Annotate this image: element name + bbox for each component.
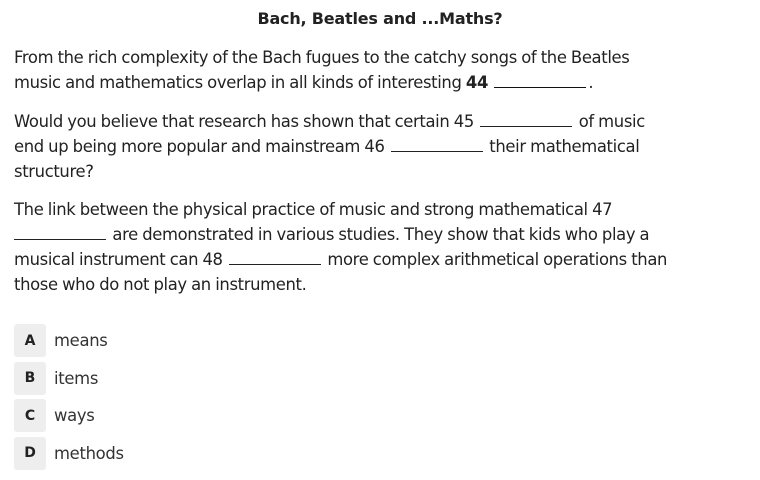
option-b-text: items — [54, 368, 99, 388]
option-b-letter: B — [14, 362, 46, 395]
option-b[interactable] — [14, 362, 144, 395]
p2-line-2-end: their mathematical — [489, 137, 640, 156]
p2-line-2-text: end up being more popular and mainstream 46 — [14, 137, 385, 156]
p3-line-2 — [14, 222, 754, 247]
option-a[interactable] — [14, 324, 144, 357]
p1-line-2-text: music and mathematics overlap in all kinds of interesting — [14, 73, 462, 92]
p1-line-1: From the rich complexity of the Bach fugues to the catchy songs of the Beatles — [14, 48, 630, 67]
blank-47[interactable] — [14, 223, 106, 240]
option-a-letter: A — [14, 324, 46, 357]
p3-line-4: those who do not play an instrument. — [14, 275, 307, 294]
blank-44[interactable] — [494, 71, 586, 88]
question-44-number: 44 — [465, 73, 489, 92]
option-c[interactable] — [14, 399, 144, 432]
option-d[interactable] — [14, 437, 144, 470]
p1-line-2 — [14, 70, 754, 95]
p3-line-3-end: more complex arithmetical operations than — [327, 250, 668, 269]
paragraph-1 — [14, 45, 754, 95]
paragraph-2 — [14, 109, 754, 184]
p3-line-3-text: musical instrument can 48 — [14, 250, 223, 269]
p2-line-1-end: of music — [578, 112, 645, 131]
option-a-text: means — [54, 331, 108, 350]
option-c-text: ways — [54, 406, 95, 425]
option-d-letter: D — [14, 437, 46, 470]
paragraph-3 — [14, 197, 754, 297]
p2-line-3: structure? — [14, 162, 94, 181]
p3-line-1: The link between the physical practice of music and strong mathematical 47 — [14, 200, 613, 219]
p2-line-1-text: Would you believe that research has shown that certain 45 — [14, 112, 474, 131]
p2-line-2 — [14, 134, 754, 159]
p3-line-3 — [14, 247, 754, 272]
page-title: Bach, Beatles and ...Maths? — [257, 9, 503, 28]
p3-line-2-text: are demonstrated in various studies. They show that kids who play a — [112, 225, 650, 244]
option-c-letter: C — [14, 399, 46, 432]
p2-line-1 — [14, 109, 754, 134]
p1-line-2-end: . — [588, 73, 594, 92]
blank-46[interactable] — [391, 135, 483, 152]
answer-options — [14, 324, 144, 474]
blank-48[interactable] — [229, 248, 321, 265]
blank-45[interactable] — [480, 110, 572, 127]
option-d-text: methods — [54, 443, 124, 463]
